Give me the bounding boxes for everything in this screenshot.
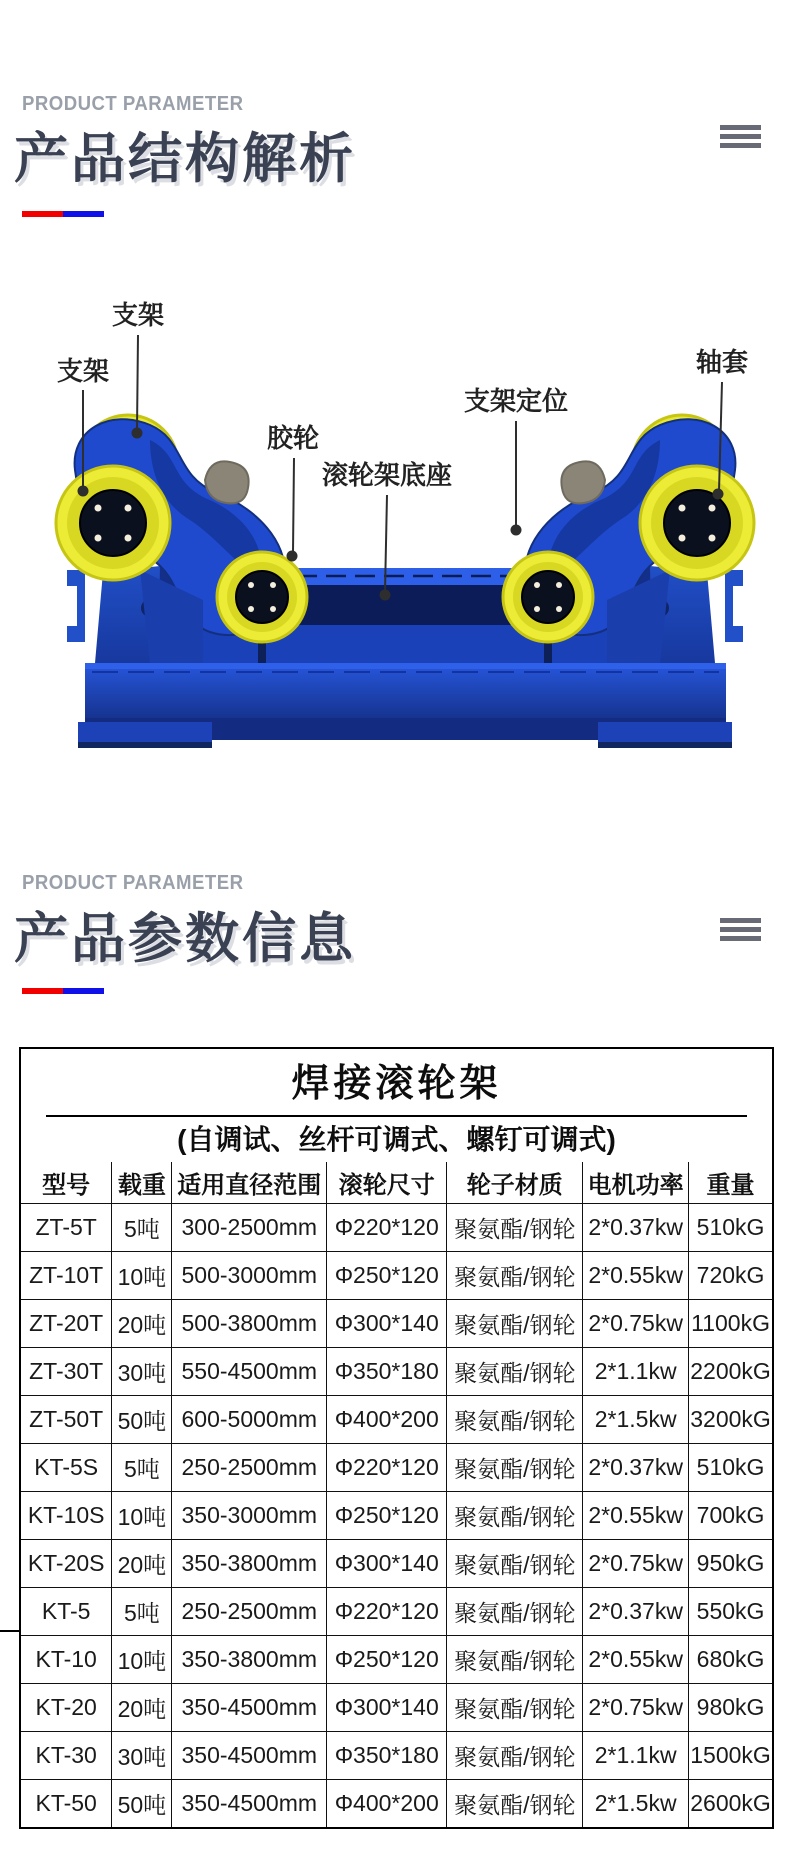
table-row xyxy=(21,1684,772,1732)
table-cell: ZT-10T xyxy=(21,1252,112,1300)
roller-wheel-hub xyxy=(640,466,754,580)
table-cell: Φ350*180 xyxy=(327,1348,447,1396)
table-cell: KT-20 xyxy=(21,1684,112,1732)
table-cell: Φ250*120 xyxy=(327,1636,447,1684)
machine-base xyxy=(78,663,732,748)
table-cell: 聚氨酯/钢轮 xyxy=(447,1396,583,1444)
table-cell: 聚氨酯/钢轮 xyxy=(447,1684,583,1732)
hamburger-icon xyxy=(720,918,761,941)
table-row xyxy=(21,1780,772,1828)
structure-diagram xyxy=(0,240,790,760)
table-cell: Φ300*140 xyxy=(327,1684,447,1732)
section2-title: 产品参数信息 xyxy=(14,909,356,969)
table-cell: 720kG xyxy=(689,1252,772,1300)
table-row xyxy=(21,1732,772,1780)
callout-label: 轴套 xyxy=(695,347,749,377)
table-cell: 3200kG xyxy=(689,1396,772,1444)
table-cell: Φ220*120 xyxy=(327,1444,447,1492)
table-cell: 700kG xyxy=(689,1492,772,1540)
right-roller-assembly xyxy=(503,415,754,663)
callout-label: 支架定位 xyxy=(463,386,569,416)
table-cell: Φ300*140 xyxy=(327,1540,447,1588)
table-cell: 2*0.37kw xyxy=(583,1588,689,1636)
table-cell: 5吨 xyxy=(112,1444,172,1492)
table-cell: 10吨 xyxy=(112,1636,172,1684)
table-cell: 20吨 xyxy=(112,1300,172,1348)
parameter-table xyxy=(19,1047,774,1829)
table-cell: 聚氨酯/钢轮 xyxy=(447,1348,583,1396)
row-line-artifact xyxy=(0,1630,21,1632)
table-cell: 600-5000mm xyxy=(172,1396,327,1444)
section1-eyebrow: PRODUCT PARAMETER xyxy=(22,93,244,115)
table-row xyxy=(21,1396,772,1444)
table-cell: 350-4500mm xyxy=(172,1780,327,1828)
table-cell: KT-20S xyxy=(21,1540,112,1588)
callout-label: 支架 xyxy=(56,356,110,386)
table-cell: 10吨 xyxy=(112,1492,172,1540)
table-cell: 10吨 xyxy=(112,1252,172,1300)
table-cell: 5吨 xyxy=(112,1588,172,1636)
drive-clamp xyxy=(205,461,249,503)
table-cell: 30吨 xyxy=(112,1732,172,1780)
accent-bar-blue xyxy=(63,988,104,994)
table-cell: 350-4500mm xyxy=(172,1684,327,1732)
table-cell: 510kG xyxy=(689,1444,772,1492)
table-cell: 50吨 xyxy=(112,1780,172,1828)
table-cell: Φ400*200 xyxy=(327,1396,447,1444)
table-cell: 2*1.5kw xyxy=(583,1780,689,1828)
col-header-diameter-range: 适用直径范围 xyxy=(172,1162,327,1204)
table-cell: 300-2500mm xyxy=(172,1204,327,1252)
callout-bracket-positioning xyxy=(464,386,568,536)
table-row xyxy=(21,1348,772,1396)
table-cell: 聚氨酯/钢轮 xyxy=(447,1732,583,1780)
left-hook-bracket xyxy=(67,570,85,642)
table-cell: Φ220*120 xyxy=(327,1204,447,1252)
roller-wheel-hub xyxy=(217,552,307,642)
col-header-motor-power: 电机功率 xyxy=(583,1162,689,1204)
col-header-wheel-material: 轮子材质 xyxy=(447,1162,583,1204)
spec-table xyxy=(21,1162,772,1827)
table-cell: Φ300*140 xyxy=(327,1300,447,1348)
col-header-roller-size: 滚轮尺寸 xyxy=(327,1162,447,1204)
table-cell: 350-3000mm xyxy=(172,1492,327,1540)
table-cell: 510kG xyxy=(689,1204,772,1252)
table-cell: 350-4500mm xyxy=(172,1732,327,1780)
table-cell: 1500kG xyxy=(689,1732,772,1780)
table-cell: 500-3000mm xyxy=(172,1252,327,1300)
table-cell: 680kG xyxy=(689,1636,772,1684)
table-header-row xyxy=(21,1162,772,1204)
table-cell: 980kG xyxy=(689,1684,772,1732)
table-cell: 2*0.75kw xyxy=(583,1540,689,1588)
table-cell: 350-3800mm xyxy=(172,1540,327,1588)
table-row xyxy=(21,1636,772,1684)
col-header-load: 载重 xyxy=(112,1162,172,1204)
table-cell: 聚氨酯/钢轮 xyxy=(447,1540,583,1588)
table-cell: 250-2500mm xyxy=(172,1444,327,1492)
table-row xyxy=(21,1252,772,1300)
table-cell: ZT-50T xyxy=(21,1396,112,1444)
table-cell: KT-50 xyxy=(21,1780,112,1828)
table-cell: 2*0.37kw xyxy=(583,1204,689,1252)
table-cell: Φ350*180 xyxy=(327,1732,447,1780)
callout-label: 支架 xyxy=(111,300,165,330)
hamburger-icon xyxy=(720,125,761,148)
table-cell: 50吨 xyxy=(112,1396,172,1444)
machine-illustration xyxy=(0,240,790,760)
table-cell: KT-30 xyxy=(21,1732,112,1780)
table-cell: 5吨 xyxy=(112,1204,172,1252)
table-cell: 聚氨酯/钢轮 xyxy=(447,1636,583,1684)
table-cell: 500-3800mm xyxy=(172,1300,327,1348)
section1-title: 产品结构解析 xyxy=(14,129,356,189)
table-title: 焊接滚轮架 xyxy=(291,1063,502,1105)
table-cell: 2600kG xyxy=(689,1780,772,1828)
accent-bar-red xyxy=(22,211,63,217)
table-cell: KT-5 xyxy=(21,1588,112,1636)
table-cell: 1100kG xyxy=(689,1300,772,1348)
table-cell: 20吨 xyxy=(112,1684,172,1732)
drive-clamp xyxy=(561,461,605,503)
roller-wheel-hub xyxy=(503,552,593,642)
section2-eyebrow: PRODUCT PARAMETER xyxy=(22,872,244,894)
table-cell: 聚氨酯/钢轮 xyxy=(447,1492,583,1540)
accent-bar-blue xyxy=(63,211,104,217)
table-cell: KT-10S xyxy=(21,1492,112,1540)
table-cell: Φ250*120 xyxy=(327,1492,447,1540)
table-cell: 2200kG xyxy=(689,1348,772,1396)
table-subtitle: (自调试、丝杆可调式、螺钉可调式) xyxy=(177,1124,616,1155)
table-cell: 聚氨酯/钢轮 xyxy=(447,1444,583,1492)
table-cell: ZT-30T xyxy=(21,1348,112,1396)
table-row xyxy=(21,1588,772,1636)
table-cell: 聚氨酯/钢轮 xyxy=(447,1204,583,1252)
table-cell: KT-10 xyxy=(21,1636,112,1684)
table-cell: 30吨 xyxy=(112,1348,172,1396)
table-cell: ZT-5T xyxy=(21,1204,112,1252)
table-row xyxy=(21,1492,772,1540)
table-row xyxy=(21,1204,772,1252)
callout-label: 胶轮 xyxy=(266,423,320,453)
table-cell: 550kG xyxy=(689,1588,772,1636)
table-cell: Φ220*120 xyxy=(327,1588,447,1636)
table-cell: 2*1.1kw xyxy=(583,1732,689,1780)
table-cell: 350-3800mm xyxy=(172,1636,327,1684)
accent-bar-red xyxy=(22,988,63,994)
table-cell: 2*0.55kw xyxy=(583,1492,689,1540)
table-cell: 950kG xyxy=(689,1540,772,1588)
callout-label: 滚轮架底座 xyxy=(321,460,453,490)
table-cell: ZT-20T xyxy=(21,1300,112,1348)
table-cell: 2*0.55kw xyxy=(583,1252,689,1300)
table-cell: 2*0.55kw xyxy=(583,1636,689,1684)
right-hook-bracket xyxy=(725,570,743,642)
roller-wheel-hub xyxy=(56,466,170,580)
table-cell: Φ250*120 xyxy=(327,1252,447,1300)
table-cell: 聚氨酯/钢轮 xyxy=(447,1588,583,1636)
table-cell: 250-2500mm xyxy=(172,1588,327,1636)
table-cell: 聚氨酯/钢轮 xyxy=(447,1780,583,1828)
table-cell: 聚氨酯/钢轮 xyxy=(447,1252,583,1300)
table-cell: 2*0.75kw xyxy=(583,1300,689,1348)
table-cell: 2*0.37kw xyxy=(583,1444,689,1492)
col-header-weight: 重量 xyxy=(689,1162,772,1204)
table-cell: 聚氨酯/钢轮 xyxy=(447,1300,583,1348)
table-cell: 20吨 xyxy=(112,1540,172,1588)
table-cell: 2*0.75kw xyxy=(583,1684,689,1732)
col-header-model: 型号 xyxy=(21,1162,112,1204)
table-cell: 2*1.5kw xyxy=(583,1396,689,1444)
table-cell: 550-4500mm xyxy=(172,1348,327,1396)
table-cell: KT-5S xyxy=(21,1444,112,1492)
table-cell: 2*1.1kw xyxy=(583,1348,689,1396)
table-row xyxy=(21,1444,772,1492)
table-row xyxy=(21,1300,772,1348)
table-cell: Φ400*200 xyxy=(327,1780,447,1828)
table-row xyxy=(21,1540,772,1588)
